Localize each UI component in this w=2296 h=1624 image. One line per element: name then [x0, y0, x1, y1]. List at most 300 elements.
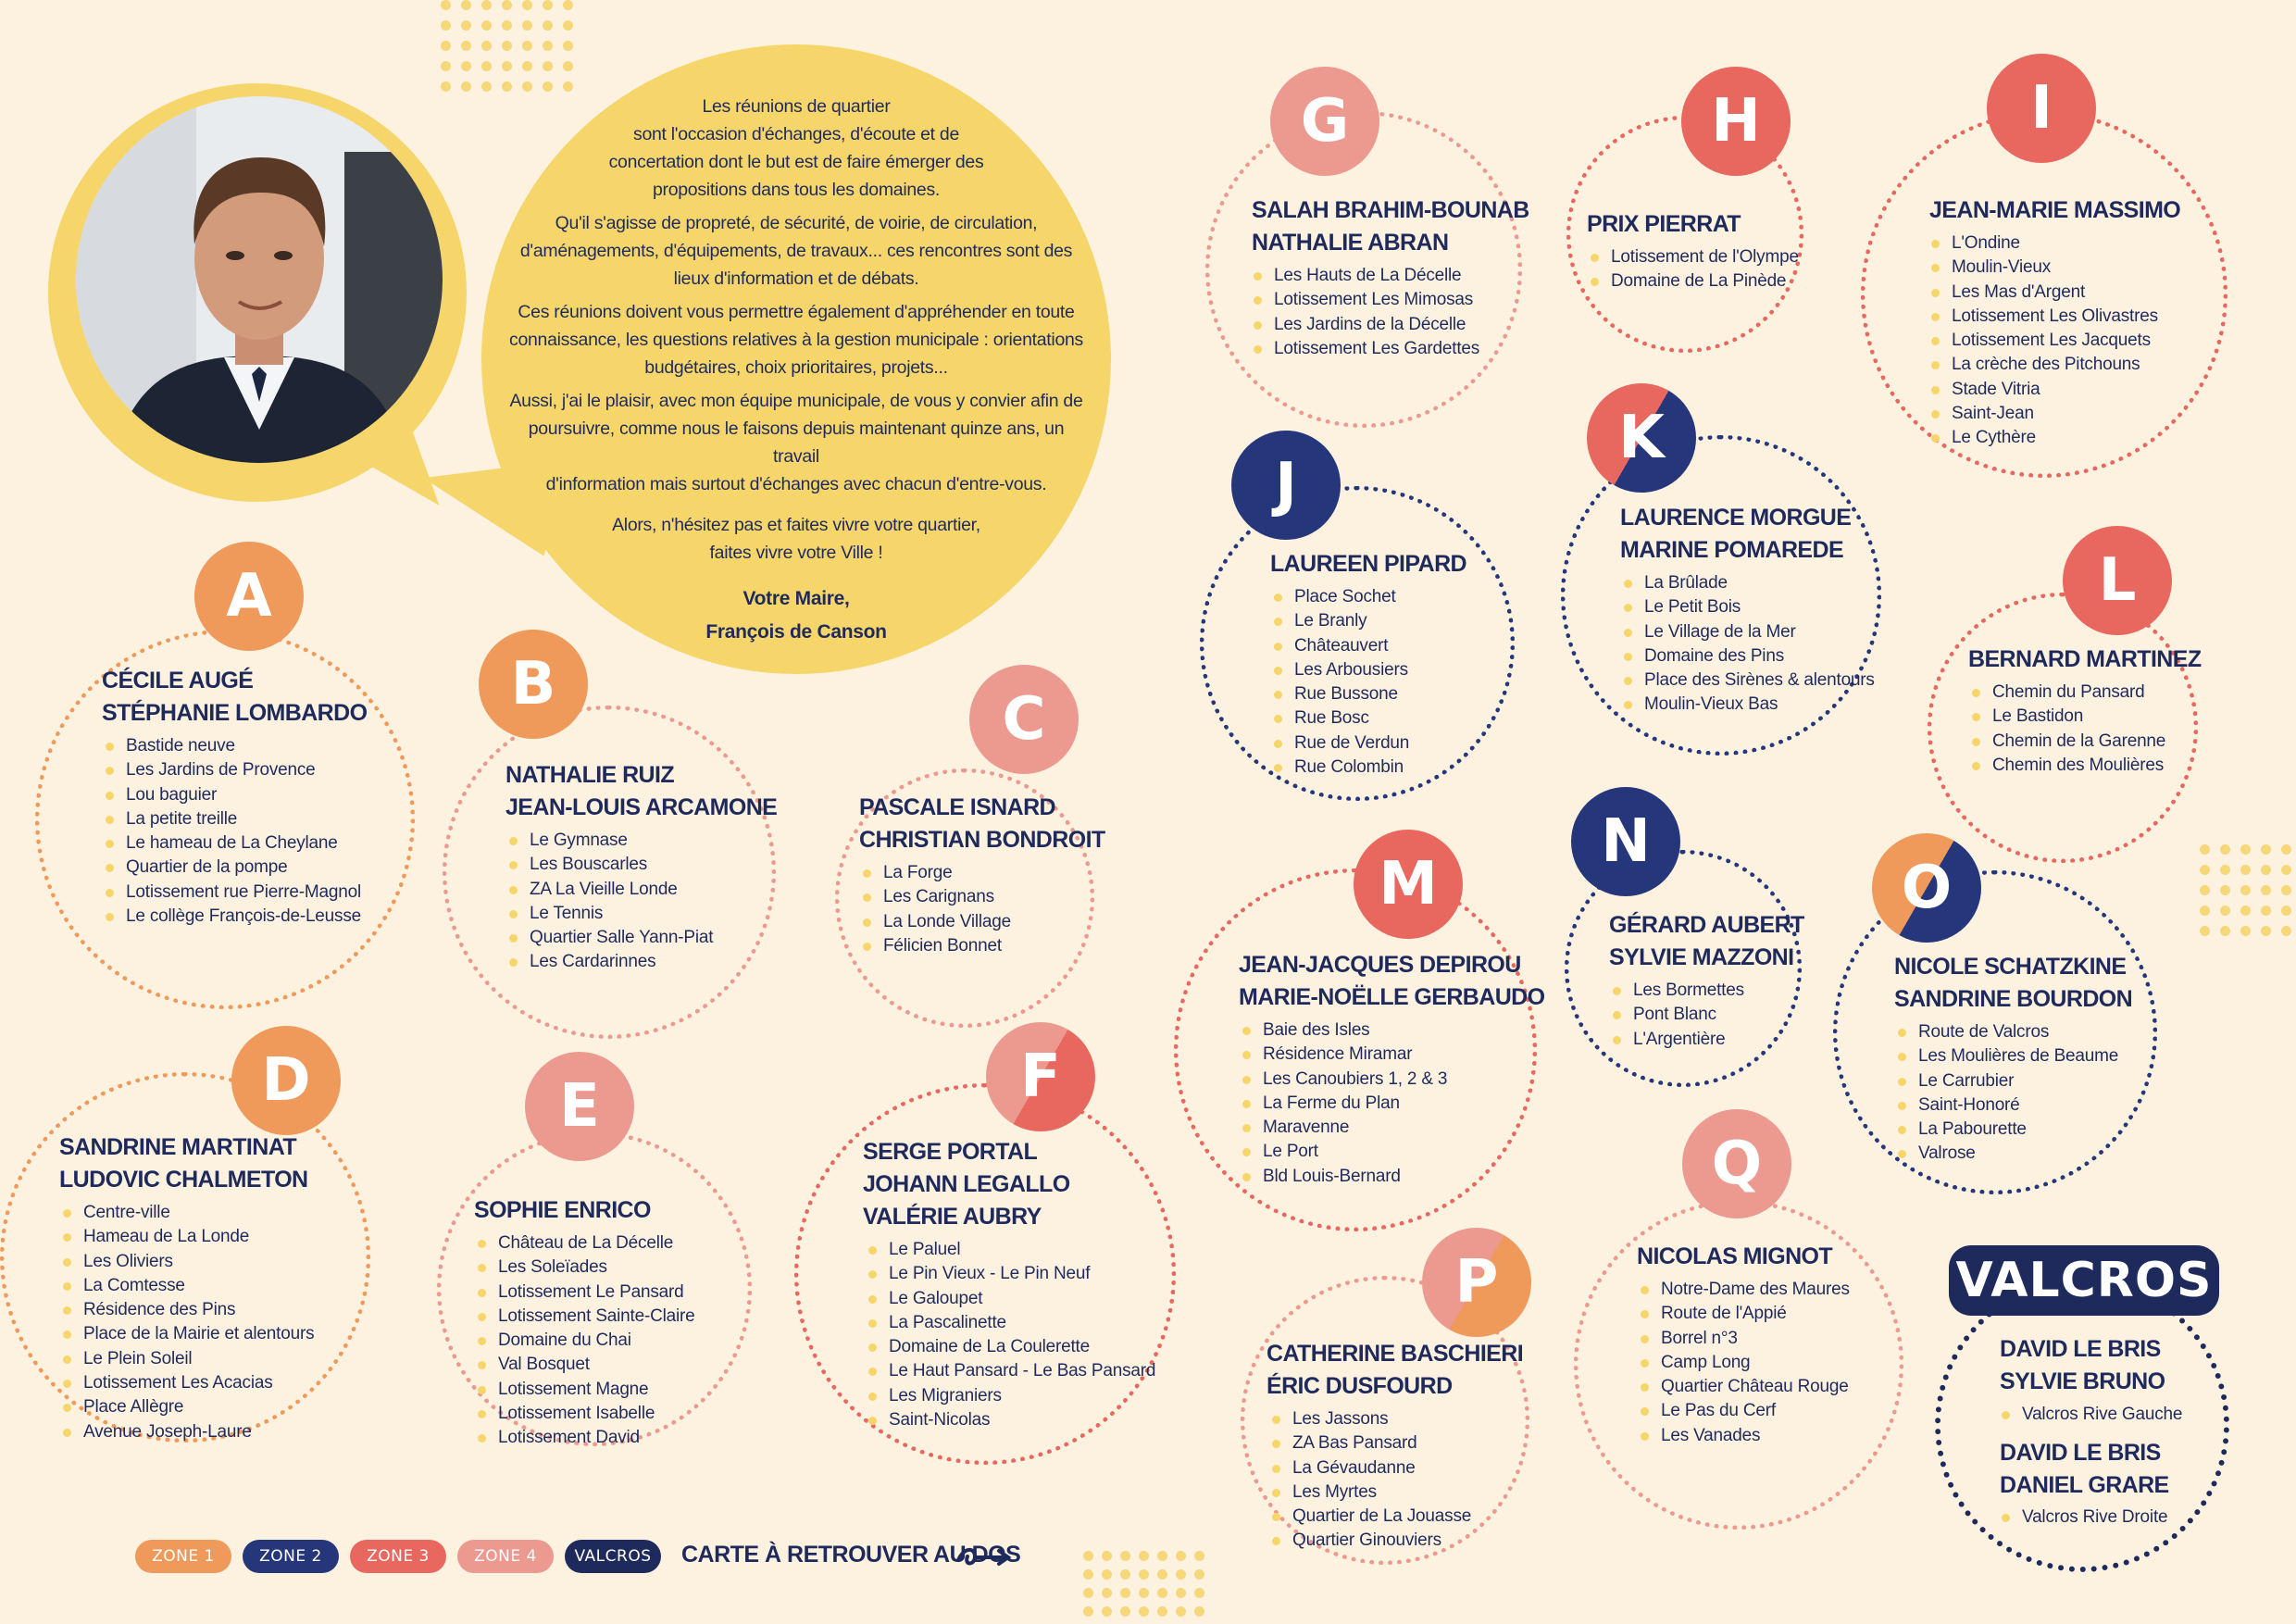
representative-name: VALÉRIE AUBRY: [863, 1204, 1042, 1230]
legend-zone-4: ZONE 4: [457, 1540, 554, 1573]
mayor-portrait: [76, 96, 443, 463]
list-item: Quartier Salle Yann-Piat: [507, 926, 713, 950]
decor-dot: [563, 20, 573, 31]
list-item: Le Galoupet: [867, 1287, 1155, 1311]
decor-dot: [1139, 1569, 1149, 1580]
zone-representatives: [1620, 502, 1851, 567]
legend-zone-2: ZONE 2: [243, 1540, 339, 1573]
list-item: La Comtesse: [61, 1274, 314, 1298]
arrow-icon: [955, 1543, 1014, 1571]
decor-dot: [2261, 865, 2271, 875]
list-item: Rue Colombin: [1272, 756, 1409, 780]
list-item: Le Carrubier: [1896, 1069, 2118, 1093]
zone-representatives: [1270, 548, 1466, 581]
legend-valcros: VALCROS: [565, 1540, 661, 1573]
list-item: Rue Bosc: [1272, 706, 1409, 731]
list-item: Les Arbousiers: [1272, 658, 1409, 682]
list-item: Bastide neuve: [104, 734, 361, 758]
zone-places-list: [1896, 1020, 2118, 1167]
list-item: Rue Bussone: [1272, 682, 1409, 706]
message-paragraph: Qu'il s'agisse de propreté, de sécurité, de voirie, de circulation, d'aménagements, d'équipements, de travaux... ces rencontres sont des lieux d'information et de débats.: [519, 213, 1073, 289]
decor-dot: [441, 0, 451, 10]
zone-letter-badge: O: [1872, 833, 1981, 943]
list-item: Chemin de la Garenne: [1970, 730, 2165, 754]
decor-dot: [563, 0, 573, 10]
decor-dot: [481, 61, 492, 71]
list-item: Le Village de la Mer: [1622, 620, 1875, 644]
zone-places-list: [1622, 571, 1875, 718]
zone-representatives: [1239, 949, 1544, 1014]
list-item: Le collège François-de-Leusse: [104, 905, 361, 929]
zone-letter-badge: F: [986, 1022, 1095, 1131]
list-item: La Gévaudanne: [1270, 1456, 1471, 1480]
decor-dot: [1157, 1551, 1167, 1561]
decor-dot: [461, 0, 471, 10]
list-item: Lotissement rue Pierre-Magnol: [104, 881, 361, 905]
list-item: Le Bastidon: [1970, 705, 2165, 729]
list-item: Place de la Mairie et alentours: [61, 1322, 314, 1346]
list-item: Maravenne: [1241, 1116, 1447, 1140]
decor-dot: [1102, 1588, 1112, 1598]
decor-dot: [522, 20, 532, 31]
zone-letter-badge: B: [479, 630, 588, 739]
list-item: Le Tennis: [507, 902, 713, 926]
representative-name: CÉCILE AUGÉ: [102, 668, 254, 693]
valcros-name: DAVID LE BRIS: [2000, 1440, 2161, 1466]
zone-letter-badge: N: [1571, 787, 1680, 896]
list-item: L'Ondine: [1929, 231, 2158, 256]
representative-name: STÉPHANIE LOMBARDO: [102, 700, 368, 726]
valcros-name: DANIEL GRARE: [2000, 1472, 2169, 1498]
list-item: Quartier de la pompe: [104, 856, 361, 880]
zone-representatives: [1587, 208, 1741, 241]
decor-dot: [481, 20, 492, 31]
list-item: Lotissement Isabelle: [476, 1402, 695, 1426]
decor-dot: [2261, 844, 2271, 855]
representative-name: PRIX PIERRAT: [1587, 211, 1741, 237]
valcros-name: SYLVIE BRUNO: [2000, 1368, 2165, 1394]
list-item: Les Moulières de Beaume: [1896, 1044, 2118, 1068]
list-item: Bld Louis-Bernard: [1241, 1165, 1447, 1189]
zone-places-list: [476, 1231, 695, 1451]
decor-dot: [543, 61, 553, 71]
list-item: Les Mas d'Argent: [1929, 281, 2158, 305]
decor-dot: [543, 20, 553, 31]
list-item: Les Carignans: [861, 885, 1011, 909]
list-item: Le Pas du Cerf: [1639, 1399, 1850, 1423]
zone-letter-badge: E: [525, 1052, 634, 1161]
valcros-places-1: [2000, 1403, 2182, 1427]
list-item: Camp Long: [1639, 1351, 1850, 1375]
decor-dot: [1083, 1551, 1093, 1561]
decor-dot: [2240, 926, 2251, 936]
zone-places-list: [1241, 1018, 1447, 1189]
list-item: Les Jardins de Provence: [104, 758, 361, 782]
representative-name: NICOLE SCHATZKINE: [1894, 954, 2127, 980]
representative-name: NATHALIE ABRAN: [1252, 230, 1449, 256]
list-item: Avenue Joseph-Laure: [61, 1420, 314, 1444]
list-item: Les Oliviers: [61, 1250, 314, 1274]
list-item: Saint-Nicolas: [867, 1408, 1155, 1432]
decor-dot: [2261, 885, 2271, 895]
decor-dot: [543, 0, 553, 10]
decor-dot: [1157, 1569, 1167, 1580]
zone-representatives: [1609, 909, 1804, 974]
decor-dot: [1120, 1569, 1130, 1580]
valcros-name: DAVID LE BRIS: [2000, 1336, 2161, 1362]
signature-role: Votre Maire,: [742, 588, 850, 609]
zone-places-list: [61, 1201, 314, 1444]
decor-dot: [563, 81, 573, 92]
list-item: Châteauvert: [1272, 634, 1409, 658]
representative-name: JEAN-LOUIS ARCAMONE: [505, 794, 778, 820]
decor-dot: [1176, 1588, 1186, 1598]
zone-letter-badge: J: [1231, 431, 1341, 540]
decor-dot: [2200, 865, 2210, 875]
list-item: Baie des Isles: [1241, 1018, 1447, 1043]
zone-representatives: [1252, 194, 1529, 259]
list-item: Chemin des Moulières: [1970, 754, 2165, 778]
list-item: Le Branly: [1272, 609, 1409, 633]
decor-dot: [2220, 885, 2230, 895]
zone-representatives: [859, 792, 1105, 856]
decor-dot: [543, 81, 553, 92]
decor-dot: [563, 41, 573, 51]
representative-name: MARIE-NOËLLE GERBAUDO: [1239, 984, 1545, 1010]
list-item: Les Myrtes: [1270, 1480, 1471, 1505]
representative-name: LAURENCE MORGUE: [1620, 505, 1852, 531]
zone-letter-badge: L: [2063, 526, 2172, 635]
zone-places-list: [867, 1238, 1155, 1432]
list-item: Valrose: [1896, 1142, 2118, 1166]
list-item: ZA Bas Pansard: [1270, 1431, 1471, 1455]
zone-representatives: [1929, 194, 2180, 227]
list-item: La Forge: [861, 861, 1011, 885]
decor-dot: [1139, 1606, 1149, 1617]
zone-letter-badge: D: [231, 1026, 341, 1135]
decor-dot: [502, 20, 512, 31]
list-item: Place Allègre: [61, 1395, 314, 1419]
decor-dot: [1139, 1588, 1149, 1598]
representative-name: ÉRIC DUSFOURD: [1267, 1373, 1453, 1399]
message-paragraph: Les réunions de quartier sont l'occasion d'échanges, d'écoute et de concertation dont le but est de faire émerger des propositions dans tous les domaines.: [608, 96, 984, 200]
list-item: Centre-ville: [61, 1201, 314, 1225]
representative-name: MARINE POMAREDE: [1620, 537, 1844, 563]
zone-letter-badge: P: [1422, 1228, 1531, 1337]
list-item: Lotissement Les Olivastres: [1929, 305, 2158, 329]
decor-dot: [1157, 1606, 1167, 1617]
list-item: Lotissement Sainte-Claire: [476, 1305, 695, 1329]
zone-representatives: [1968, 643, 2202, 676]
decor-dot: [2200, 906, 2210, 916]
decor-dot: [2240, 885, 2251, 895]
list-item: Place des Sirènes & alentours: [1622, 668, 1875, 693]
list-item: Quartier de La Jouasse: [1270, 1505, 1471, 1529]
decor-dot: [2281, 885, 2291, 895]
decor-dot: [502, 0, 512, 10]
list-item: Route de l'Appié: [1639, 1302, 1850, 1326]
decor-dot: [461, 81, 471, 92]
decor-dot: [1176, 1569, 1186, 1580]
zone-letter-badge: A: [194, 542, 304, 651]
list-item: Saint-Jean: [1929, 402, 2158, 426]
legend-zone-1: ZONE 1: [135, 1540, 231, 1573]
representative-name: NATHALIE RUIZ: [505, 762, 674, 788]
zone-places-list: [1639, 1278, 1850, 1448]
zone-places-list: [861, 861, 1011, 958]
decor-dot: [543, 41, 553, 51]
message-paragraph: Aussi, j'ai le plaisir, avec mon équipe municipale, de vous y convier afin de poursuivre, comme nous le faisons depuis maintenant quinze ans, un travail d'information mais surtout d'échanges avec chacun d'entre-vous.: [509, 391, 1083, 494]
list-item: Château de La Décelle: [476, 1231, 695, 1255]
zone-representatives: [474, 1194, 651, 1227]
decor-dot: [481, 41, 492, 51]
valcros-names-1: [2000, 1333, 2165, 1398]
list-item: Les Cardarinnes: [507, 950, 713, 974]
list-item: Valcros Rive Droite: [2000, 1505, 2167, 1530]
signature-name: François de Canson: [705, 621, 887, 643]
list-item: La Londe Village: [861, 910, 1011, 934]
zone-letter-badge: G: [1270, 67, 1379, 176]
list-item: Hameau de La Londe: [61, 1225, 314, 1249]
list-item: La Pascalinette: [867, 1311, 1155, 1335]
zone-letter-badge: K: [1587, 383, 1696, 493]
list-item: Le Gymnase: [507, 829, 713, 853]
list-item: Pont Blanc: [1611, 1003, 1744, 1027]
list-item: Les Jardins de la Décelle: [1252, 313, 1479, 337]
zone-representatives: [1267, 1338, 1523, 1403]
valcros-places-2: [2000, 1505, 2167, 1530]
list-item: Moulin-Vieux: [1929, 256, 2158, 280]
list-item: Le Port: [1241, 1140, 1447, 1164]
decor-dot: [2220, 844, 2230, 855]
list-item: Quartier Château Rouge: [1639, 1375, 1850, 1399]
decor-dot: [502, 41, 512, 51]
zone-places-list: [507, 829, 713, 975]
representative-name: SOPHIE ENRICO: [474, 1197, 651, 1223]
zone-representatives: [1637, 1241, 1832, 1273]
decor-dot: [1157, 1588, 1167, 1598]
zone-places-list: [1589, 245, 1799, 294]
list-item: Le Pin Vieux - Le Pin Neuf: [867, 1262, 1155, 1286]
decor-dot: [1120, 1551, 1130, 1561]
decor-dot: [502, 61, 512, 71]
message-paragraph: Ces réunions doivent vous permettre également d'appréhender en toute connaissance, les questions relatives à la gestion municipale : orientations budgétaires, choix prioritaires, projets...: [509, 302, 1083, 378]
decor-dot: [563, 61, 573, 71]
decor-dot: [1102, 1606, 1112, 1617]
list-item: La crèche des Pitchouns: [1929, 353, 2158, 377]
list-item: Le Cythère: [1929, 426, 2158, 450]
decor-dot: [1120, 1588, 1130, 1598]
list-item: Le Petit Bois: [1622, 595, 1875, 619]
message-paragraph: Alors, n'hésitez pas et faites vivre votre quartier, faites vivre votre Ville !: [612, 515, 980, 563]
list-item: Le Haut Pansard - Le Bas Pansard: [867, 1359, 1155, 1383]
zone-letter-badge: H: [1681, 67, 1791, 176]
decor-dot: [2281, 906, 2291, 916]
decor-dot: [461, 20, 471, 31]
decor-dot: [1139, 1551, 1149, 1561]
list-item: La petite treille: [104, 807, 361, 831]
list-item: Quartier Ginouviers: [1270, 1529, 1471, 1553]
representative-name: LUDOVIC CHALMETON: [59, 1167, 308, 1193]
representative-name: SERGE PORTAL: [863, 1139, 1038, 1165]
zone-places-list: [1611, 979, 1744, 1052]
list-item: La Ferme du Plan: [1241, 1092, 1447, 1116]
valcros-title: VALCROS: [1949, 1245, 2219, 1316]
zone-places-list: [1270, 1407, 1471, 1554]
decor-dot: [2200, 885, 2210, 895]
list-item: Les Jassons: [1270, 1407, 1471, 1431]
list-item: Lotissement Magne: [476, 1378, 695, 1402]
zone-representatives: [863, 1136, 1070, 1233]
decor-dot: [2281, 865, 2291, 875]
decor-dot: [1102, 1551, 1112, 1561]
decor-dot: [1083, 1606, 1093, 1617]
list-item: Le hameau de La Cheylane: [104, 831, 361, 856]
list-item: Les Canoubiers 1, 2 & 3: [1241, 1068, 1447, 1092]
list-item: Résidence Miramar: [1241, 1043, 1447, 1067]
decor-dot: [1083, 1588, 1093, 1598]
decor-dot: [2240, 844, 2251, 855]
legend-zone-3: ZONE 3: [350, 1540, 446, 1573]
decor-dot: [2261, 906, 2271, 916]
representative-name: JEAN-MARIE MASSIMO: [1929, 197, 2181, 223]
list-item: Notre-Dame des Maures: [1639, 1278, 1850, 1302]
decor-dot: [502, 81, 512, 92]
decor-dot: [441, 41, 451, 51]
decor-dot: [522, 41, 532, 51]
decor-dot: [522, 0, 532, 10]
list-item: Saint-Honoré: [1896, 1093, 2118, 1118]
list-item: ZA La Vieille Londe: [507, 878, 713, 902]
list-item: Borrel n°3: [1639, 1327, 1850, 1351]
decor-dot: [441, 20, 451, 31]
list-item: Domaine des Pins: [1622, 644, 1875, 668]
zone-representatives: [102, 665, 367, 730]
map-note: CARTE À RETROUVER AU DOS: [681, 1542, 1021, 1568]
valcros-names-2: [2000, 1437, 2169, 1502]
zone-letter-badge: C: [969, 665, 1079, 774]
decor-dot: [1176, 1551, 1186, 1561]
list-item: Domaine du Chai: [476, 1329, 695, 1353]
list-item: Domaine de La Pinède: [1589, 269, 1799, 294]
decor-dot: [461, 41, 471, 51]
decor-dot: [1194, 1551, 1204, 1561]
list-item: Moulin-Vieux Bas: [1622, 693, 1875, 717]
mayor-message: [507, 93, 1085, 652]
representative-name: JEAN-JACQUES DEPIROU: [1239, 952, 1521, 978]
representative-name: SYLVIE MAZZONI: [1609, 944, 1794, 970]
decor-dot: [2281, 926, 2291, 936]
list-item: Le Plein Soleil: [61, 1347, 314, 1371]
list-item: Les Migraniers: [867, 1384, 1155, 1408]
zone-representatives: [505, 759, 777, 824]
zone-places-list: [104, 734, 361, 929]
list-item: Lotissement Les Gardettes: [1252, 337, 1479, 361]
zone-letter-badge: I: [1987, 54, 2096, 163]
zone-letter-badge: Q: [1682, 1109, 1791, 1218]
decor-dot: [441, 81, 451, 92]
zone-letter-badge: M: [1354, 830, 1463, 939]
list-item: La Pabourette: [1896, 1118, 2118, 1142]
list-item: Stade Vitria: [1929, 378, 2158, 402]
decor-dot: [1194, 1606, 1204, 1617]
decor-dot: [2220, 926, 2230, 936]
decor-dot: [481, 0, 492, 10]
zone-representatives: [59, 1131, 308, 1196]
list-item: Lotissement David: [476, 1426, 695, 1450]
representative-name: CATHERINE BASCHIERI: [1267, 1341, 1524, 1367]
list-item: La Brûlade: [1622, 571, 1875, 595]
representative-name: BERNARD MARTINEZ: [1968, 646, 2202, 672]
list-item: Félicien Bonnet: [861, 934, 1011, 958]
list-item: Rue de Verdun: [1272, 731, 1409, 756]
list-item: Lotissement de l'Olympe: [1589, 245, 1799, 269]
decor-dot: [1083, 1569, 1093, 1580]
list-item: Place Sochet: [1272, 585, 1409, 609]
list-item: Route de Valcros: [1896, 1020, 2118, 1044]
zone-places-list: [1272, 585, 1409, 780]
representative-name: SANDRINE MARTINAT: [59, 1134, 296, 1160]
decor-dot: [2281, 844, 2291, 855]
list-item: Lotissement Les Jacquets: [1929, 329, 2158, 353]
representative-name: NICOLAS MIGNOT: [1637, 1243, 1833, 1269]
list-item: Lotissement Les Mimosas: [1252, 288, 1479, 312]
representative-name: LAUREEN PIPARD: [1270, 551, 1466, 577]
representative-name: PASCALE ISNARD: [859, 794, 1055, 820]
list-item: Valcros Rive Gauche: [2000, 1403, 2182, 1427]
representative-name: SALAH BRAHIM-BOUNAB: [1252, 197, 1529, 223]
decor-dot: [461, 61, 471, 71]
decor-dot: [2240, 865, 2251, 875]
decor-dot: [1102, 1569, 1112, 1580]
list-item: Domaine de La Coulerette: [867, 1335, 1155, 1359]
representative-name: SANDRINE BOURDON: [1894, 986, 2133, 1012]
zone-representatives: [1894, 951, 2132, 1016]
list-item: Résidence des Pins: [61, 1298, 314, 1322]
list-item: Les Soleïades: [476, 1255, 695, 1280]
zone-places-list: [1970, 681, 2165, 778]
list-item: Lotissement Le Pansard: [476, 1280, 695, 1305]
decor-dot: [2220, 906, 2230, 916]
list-item: Le Paluel: [867, 1238, 1155, 1262]
zone-places-list: [1929, 231, 2158, 451]
list-item: Val Bosquet: [476, 1353, 695, 1377]
representative-name: GÉRARD AUBERT: [1609, 912, 1804, 938]
decor-dot: [2200, 844, 2210, 855]
decor-dot: [1194, 1588, 1204, 1598]
decor-dot: [2261, 926, 2271, 936]
decor-dot: [441, 61, 451, 71]
list-item: L'Argentière: [1611, 1028, 1744, 1052]
decor-dot: [522, 61, 532, 71]
list-item: Les Hauts de La Décelle: [1252, 264, 1479, 288]
list-item: Les Vanades: [1639, 1424, 1850, 1448]
decor-dot: [2220, 865, 2230, 875]
representative-name: JOHANN LEGALLO: [863, 1171, 1070, 1197]
decor-dot: [481, 81, 492, 92]
list-item: Les Bouscarles: [507, 853, 713, 877]
list-item: Lou baguier: [104, 783, 361, 807]
decor-dot: [522, 81, 532, 92]
decor-dot: [1176, 1606, 1186, 1617]
decor-dot: [2200, 926, 2210, 936]
decor-dot: [1194, 1569, 1204, 1580]
list-item: Les Bormettes: [1611, 979, 1744, 1003]
list-item: Lotissement Les Acacias: [61, 1371, 314, 1395]
representative-name: CHRISTIAN BONDROIT: [859, 827, 1105, 853]
list-item: Chemin du Pansard: [1970, 681, 2165, 705]
zone-places-list: [1252, 264, 1479, 361]
